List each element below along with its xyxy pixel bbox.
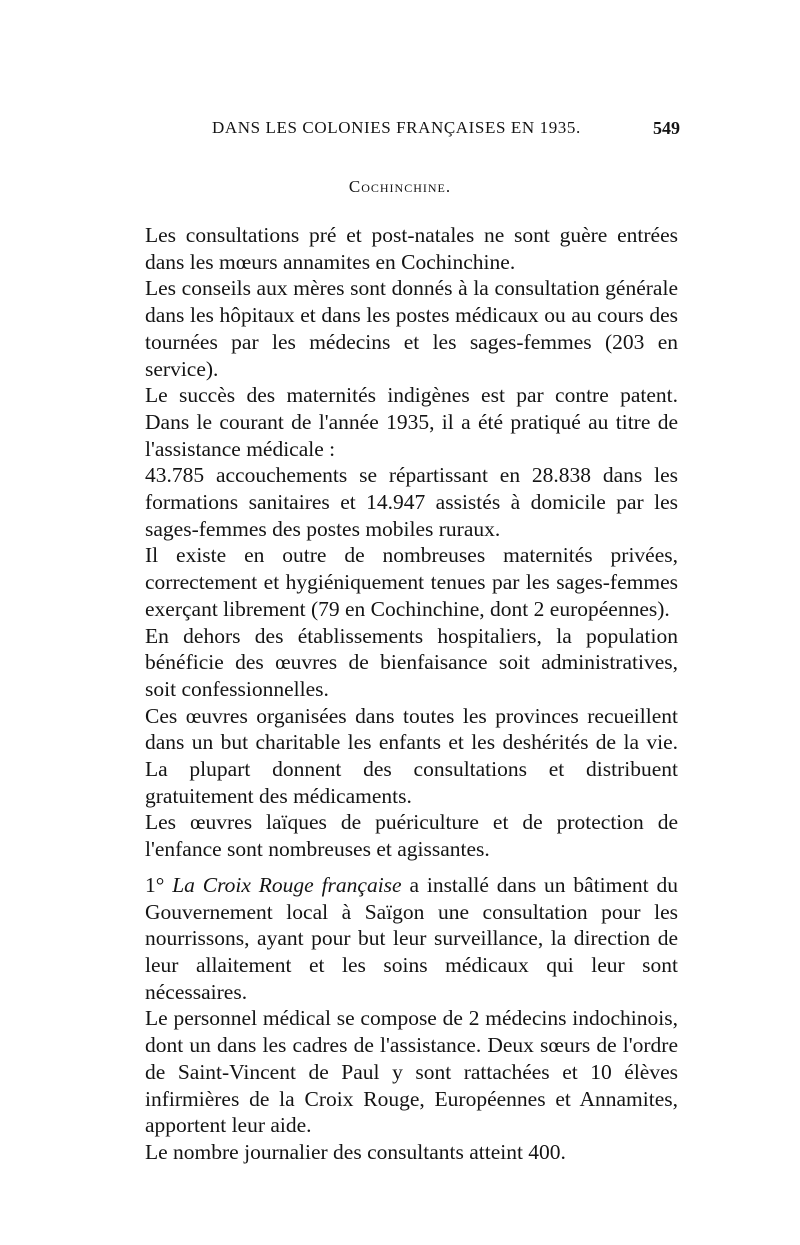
paragraph-maternites-privees: Il existe en outre de nombreuses maternités privées, correctement et hygiéniquement tenues par les sages-femmes exerçant librement (79 en Cochinchine, dont 2 européennes). xyxy=(145,543,678,621)
paragraph-nombre-consultants: Le nombre journalier des consultants atteint 400. xyxy=(145,1139,566,1164)
body-text xyxy=(145,222,678,1166)
page-number: 549 xyxy=(653,118,680,138)
running-title: DANS LES COLONIES FRANÇAISES EN 1935. xyxy=(212,118,581,137)
paragraph-oeuvres: Ces œuvres organisées dans toutes les provinces recueillent dans un but charitable les enfants et les deshérités de la vie. La plupart donnent des consultations et distribuent gratuitement des médicaments. xyxy=(145,703,678,808)
section-heading: Cochinchine. xyxy=(348,177,452,196)
paragraph-conseils: Les conseils aux mères sont donnés à la consultation générale dans les hôpitaux et dans les postes médicaux ou au cours des tournées par les médecins et les sages-femmes (203 en service). xyxy=(145,276,678,381)
paragraph-accouchements: 43.785 accouchements se répartissant en 28.838 dans les formations sanitaires et 14.947 assistés à domicile par les sages-femmes des postes mobiles ruraux. xyxy=(145,463,678,541)
paragraph-personnel: Le personnel médical se compose de 2 médecins indochinois, dont un dans les cadres de l'assistance. Deux sœurs de l'ordre de Saint-Vincent de Paul y sont rattachées et 10 élèves infirmières de la Croix Rouge, Européennes et Annamites, apportent leur aide. xyxy=(145,1006,678,1138)
croix-rouge-name: La Croix Rouge française xyxy=(172,872,402,897)
paragraph-consultations: Les consultations pré et post-natales ne sont guère entrées dans les mœurs annamites en Cochinchine. xyxy=(145,223,678,274)
croix-rouge-prefix: 1° xyxy=(145,872,173,897)
running-head xyxy=(150,118,680,142)
paragraph-croix-rouge xyxy=(145,872,678,1006)
croix-rouge-text: a installé dans un bâtiment du Gouvernement local à Saïgon une consultation pour les nourrissons, ayant pour but leur surveillance, la direction de leur allaitement et les soins médicaux qui leur sont nécessaires. xyxy=(145,872,678,1004)
paragraph-maternites: Le succès des maternités indigènes est par contre patent. Dans le courant de l'année 1935, il a été pratiqué au titre de l'assistance médicale : xyxy=(145,383,678,461)
paragraph-etablissements: En dehors des établissements hospitaliers, la population bénéficie des œuvres de bienfaisance soit administratives, soit confessionnelles. xyxy=(145,623,678,701)
paragraph-oeuvres-laiques: Les œuvres laïques de puériculture et de protection de l'enfance sont nombreuses et agissantes. xyxy=(145,810,678,862)
